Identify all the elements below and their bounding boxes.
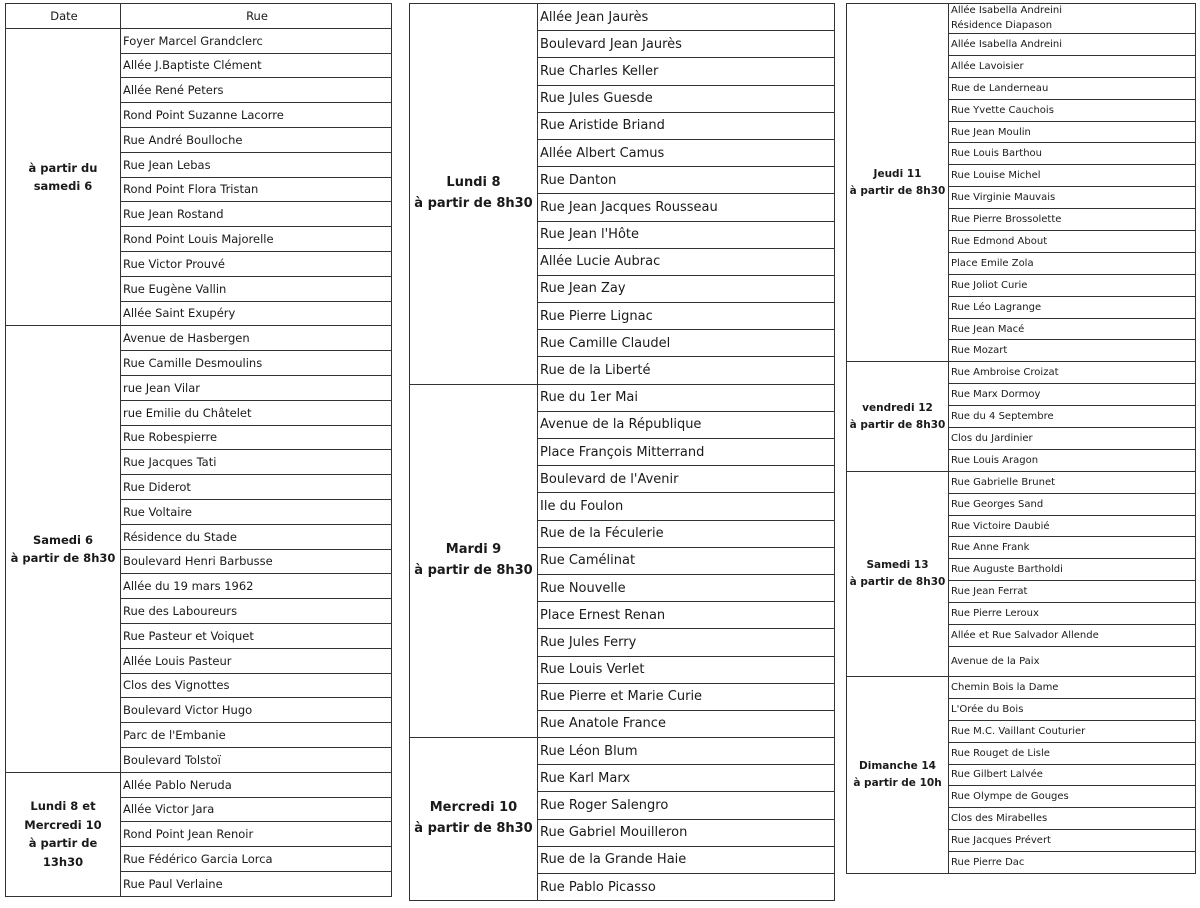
date-line: Mardi 9 [445, 542, 502, 558]
street-cell: Rue de la Féculerie [538, 520, 835, 547]
street-cell: Rue de la Liberté [538, 357, 835, 384]
street-cell: Rue Victoire Daubié [949, 515, 1196, 537]
date-line: à partir de 13h30 [28, 836, 98, 869]
street-cell: Rue Pierre Lignac [538, 303, 835, 330]
street-cell: Allée Victor Jara [121, 797, 392, 822]
street-cell: Rue Pierre et Marie Curie [538, 683, 835, 710]
street-cell: Rue Marx Dormoy [949, 384, 1196, 406]
street-cell [949, 4, 1196, 34]
street-cell: Rue Pasteur et Voiquet [121, 623, 392, 648]
date-line: à partir de 8h30 [10, 551, 116, 566]
street-cell: Rue Pierre Leroux [949, 603, 1196, 625]
street-cell: Allée et Rue Salvador Allende [949, 625, 1196, 647]
street-cell: Rue André Boulloche [121, 127, 392, 152]
schedule-table-1 [5, 3, 392, 897]
street-cell: Rue Nouvelle [538, 574, 835, 601]
street-cell: Rue Jacques Prévert [949, 830, 1196, 852]
street-cell: Allée Jean Jaurès [538, 4, 835, 31]
street-cell: Rue Louis Aragon [949, 449, 1196, 471]
street-cell: Rue Auguste Bartholdi [949, 559, 1196, 581]
date-line: à partir de 8h30 [414, 195, 533, 211]
street-cell: Rue Pierre Brossolette [949, 209, 1196, 231]
street-cell: Boulevard Tolstoï [121, 747, 392, 772]
street-cell: Place François Mitterrand [538, 439, 835, 466]
table-row [847, 362, 1196, 384]
date-cell [847, 676, 949, 873]
date-cell [6, 28, 121, 326]
date-line: à partir du [28, 160, 98, 175]
street-cell: Rue Jean Moulin [949, 121, 1196, 143]
date-cell [410, 738, 538, 901]
street-cell: Rue Jean Rostand [121, 202, 392, 227]
date-line: Samedi 6 [32, 532, 93, 547]
street-cell: Allée Saint Exupéry [121, 301, 392, 326]
street-cell: Rue Jules Guesde [538, 85, 835, 112]
street-cell: Rue Gabriel Mouilleron [538, 819, 835, 846]
street-cell: Rond Point Suzanne Lacorre [121, 103, 392, 128]
street-cell: Rue Pablo Picasso [538, 874, 835, 901]
street-cell: rue Jean Vilar [121, 375, 392, 400]
street-cell: Rue Diderot [121, 475, 392, 500]
date-cell [847, 4, 949, 362]
street-cell: Rue Jean Zay [538, 275, 835, 302]
date-cell [410, 384, 538, 737]
street-cell: Rue Gabrielle Brunet [949, 471, 1196, 493]
street-cell: Place Emile Zola [949, 252, 1196, 274]
street-cell: Rond Point Louis Majorelle [121, 227, 392, 252]
street-cell: Rue Fédérico Garcia Lorca [121, 847, 392, 872]
street-cell: Rue Olympe de Gouges [949, 786, 1196, 808]
street-cell: Allée Lavoisier [949, 55, 1196, 77]
street-cell: Rue du 4 Septembre [949, 406, 1196, 428]
street-cell: Rue Camille Desmoulins [121, 351, 392, 376]
date-header: Date [6, 4, 121, 29]
street-cell: Place Ernest Renan [538, 602, 835, 629]
date-line: à partir de 8h30 [849, 184, 946, 197]
table-row [847, 676, 1196, 698]
street-cell: L'Orée du Bois [949, 698, 1196, 720]
street-cell: Rue Georges Sand [949, 493, 1196, 515]
date-line: samedi 6 [33, 179, 93, 194]
street-cell: Foyer Marcel Grandclerc [121, 28, 392, 53]
street-cell: Rue de Landerneau [949, 77, 1196, 99]
table-row [410, 738, 835, 765]
date-line: à partir de 8h30 [849, 575, 946, 588]
street-cell: Rue Yvette Cauchois [949, 99, 1196, 121]
street-cell: Rue Louis Verlet [538, 656, 835, 683]
date-line: à partir de 8h30 [414, 562, 533, 578]
street-cell: Rue Rouget de Lisle [949, 742, 1196, 764]
street-cell: Allée René Peters [121, 78, 392, 103]
date-line: Jeudi 11 [873, 167, 922, 180]
street-cell: Parc de l'Embanie [121, 723, 392, 748]
street-name: Résidence Diapason [951, 19, 1053, 31]
street-cell: Clos du Jardinier [949, 428, 1196, 450]
date-line: vendredi 12 [862, 401, 933, 414]
table-3-body [847, 4, 1196, 874]
street-cell: Rue Roger Salengro [538, 792, 835, 819]
street-cell: Boulevard Victor Hugo [121, 698, 392, 723]
date-cell [847, 362, 949, 471]
street-cell: Rue Virginie Mauvais [949, 187, 1196, 209]
street-cell: Rue Ambroise Croizat [949, 362, 1196, 384]
street-cell: Rue Camille Claudel [538, 330, 835, 357]
schedule-table-3 [846, 3, 1196, 874]
street-cell: Rue Paul Verlaine [121, 871, 392, 896]
date-line: Dimanche 14 [859, 760, 936, 773]
street-cell: Rue Louis Barthou [949, 143, 1196, 165]
street-cell: Rue Joliot Curie [949, 274, 1196, 296]
street-cell: Allée J.Baptiste Clément [121, 53, 392, 78]
table-row [410, 4, 835, 31]
street-cell: Rue Danton [538, 167, 835, 194]
street-cell: Rue Gilbert Lalvée [949, 764, 1196, 786]
date-cell [6, 326, 121, 772]
street-cell: Chemin Bois la Dame [949, 676, 1196, 698]
date-line: Samedi 13 [866, 559, 929, 572]
table-row [6, 28, 392, 53]
street-cell: Rue Charles Keller [538, 58, 835, 85]
table-row [6, 772, 392, 797]
street-cell: Rue Edmond About [949, 231, 1196, 253]
street-cell: Rue des Laboureurs [121, 599, 392, 624]
street-cell: Rue Victor Prouvé [121, 251, 392, 276]
street-cell: Avenue de la République [538, 411, 835, 438]
street-cell: Rond Point Jean Renoir [121, 822, 392, 847]
street-cell: Rond Point Flora Tristan [121, 177, 392, 202]
street-cell: Rue Karl Marx [538, 765, 835, 792]
date-cell [410, 4, 538, 385]
street-cell: Rue Robespierre [121, 425, 392, 450]
street-cell: Rue Camélinat [538, 547, 835, 574]
street-cell: Rue Anatole France [538, 710, 835, 737]
schedule-table-2 [409, 3, 835, 901]
table-2-body [410, 4, 835, 901]
street-cell: Rue Jean Jacques Rousseau [538, 194, 835, 221]
street-cell: Rue Jules Ferry [538, 629, 835, 656]
street-cell: Rue Anne Frank [949, 537, 1196, 559]
street-cell: Rue Louise Michel [949, 165, 1196, 187]
street-cell: Allée Lucie Aubrac [538, 248, 835, 275]
street-cell: Rue Mozart [949, 340, 1196, 362]
street-cell: Rue du 1er Mai [538, 384, 835, 411]
street-cell: Avenue de Hasbergen [121, 326, 392, 351]
street-cell: Boulevard Jean Jaurès [538, 31, 835, 58]
date-line: à partir de 8h30 [849, 418, 946, 431]
table-row [6, 326, 392, 351]
street-cell: Rue Eugène Vallin [121, 276, 392, 301]
street-cell: Avenue de la Paix [949, 646, 1196, 676]
date-line: Mercredi 10 [24, 817, 102, 832]
street-cell: Allée du 19 mars 1962 [121, 574, 392, 599]
street-cell: Rue de la Grande Haie [538, 846, 835, 873]
street-cell: Ile du Foulon [538, 493, 835, 520]
street-cell: Rue Jacques Tati [121, 450, 392, 475]
date-cell [6, 772, 121, 896]
street-cell: Rue Jean Ferrat [949, 581, 1196, 603]
date-line: Mercredi 10 [429, 800, 518, 816]
street-cell: Résidence du Stade [121, 524, 392, 549]
date-line: Lundi 8 et [30, 799, 96, 814]
table-row [847, 4, 1196, 34]
street-cell: Allée Louis Pasteur [121, 648, 392, 673]
table-row [410, 384, 835, 411]
street-cell: Rue Jean l'Hôte [538, 221, 835, 248]
street-cell: rue Emilie du Châtelet [121, 400, 392, 425]
street-cell: Rue Léo Lagrange [949, 296, 1196, 318]
street-cell: Rue Jean Lebas [121, 152, 392, 177]
street-cell: Rue Pierre Dac [949, 852, 1196, 874]
header-row [6, 4, 392, 29]
date-cell [847, 471, 949, 676]
street-cell: Rue M.C. Vaillant Couturier [949, 720, 1196, 742]
date-line: Lundi 8 [446, 175, 501, 191]
table-1-body [6, 4, 392, 897]
street-cell: Clos des Mirabelles [949, 808, 1196, 830]
street-cell: Boulevard de l'Avenir [538, 466, 835, 493]
street-cell: Rue Voltaire [121, 499, 392, 524]
table-row [847, 471, 1196, 493]
street-name: Allée Isabella Andreini [951, 5, 1062, 16]
street-cell: Boulevard Henri Barbusse [121, 549, 392, 574]
street-cell: Rue Aristide Briand [538, 112, 835, 139]
street-cell: Rue Jean Macé [949, 318, 1196, 340]
rue-header: Rue [121, 4, 392, 29]
street-cell: Rue Léon Blum [538, 738, 835, 765]
street-cell: Allée Isabella Andreini [949, 34, 1196, 56]
date-line: à partir de 10h [853, 776, 942, 789]
street-cell: Allée Pablo Neruda [121, 772, 392, 797]
street-cell: Clos des Vignottes [121, 673, 392, 698]
date-line: à partir de 8h30 [414, 821, 533, 837]
street-cell: Allée Albert Camus [538, 139, 835, 166]
